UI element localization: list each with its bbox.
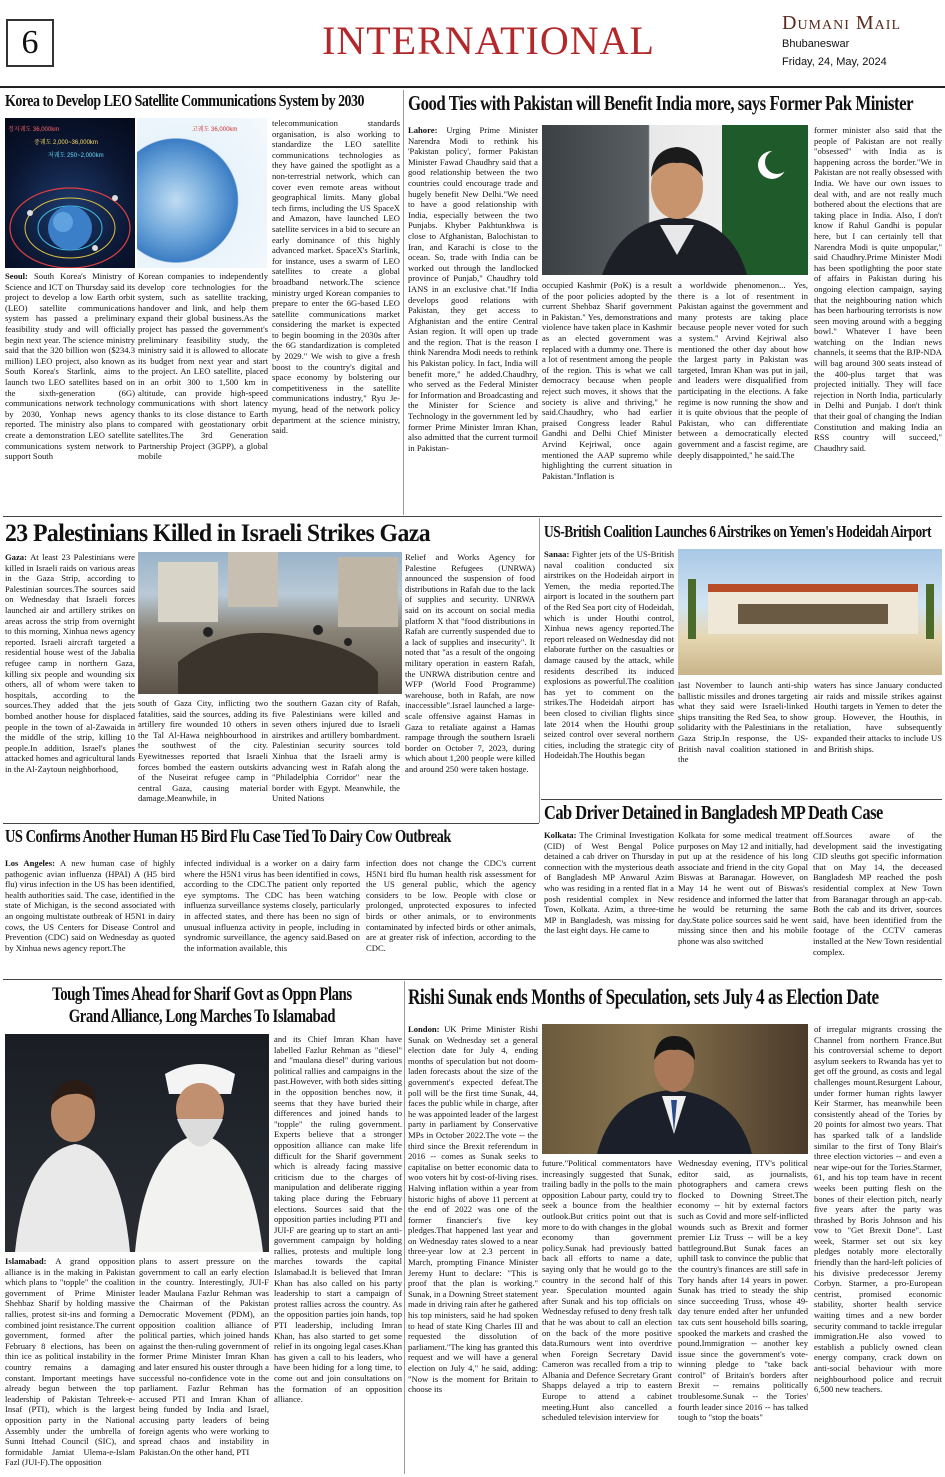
orbit-label-geo: 정지궤도 36,000km <box>8 127 60 133</box>
column-divider <box>404 981 405 1474</box>
korea-col2: Korean companies to independently develop core technologies for the system, such as satellite tracking, handover and link, and help them expand their global business.As the project has passed the government's preliminary feasibility study, the ministry said it is allowed to allocate its budget from next year and start the project. An LEO satellite, placed in an orbit 300 to 1,500 km in altitude, can provide high-speed communications with short latency thanks to its close distance to Earth compared with geostationary orbit satellites.The 3rd Generation Partnership Project (3GPP), a global mobile <box>138 271 268 462</box>
column-divider <box>539 518 540 823</box>
cab-col3: off.Sources aware of the development said the investigating CID sleuths got specific information that on May 14, the deceased Bangladesh MP reached the posh residential complex at New Town from Baranagar through an app-cab. Both the cab and its driver, sources said, have been identified from the footage of the CCTV cameras installed at the New Town residential complex. <box>813 830 942 957</box>
gaza-col4: Relief and Works Agency for Palestine Refugees (UNRWA) announced the suspension of food distributions in Rafah due to the lack of supplies and security. UNRWA said on its account on social media platform X that "food distributions in Rafah are currently suspended due to a lack of supplies and insecurity". It noted that "as a result of the ongoing military operation in eastern Rafah, the UNRWA distribution centre and WFP (World Food Programme) warehouse, both in Rafah, are now inaccessible".Israel launched a large-scale offensive against Hamas in Gaza to retaliate against a Hamas rampage through the southern Israeli border on October 7, 2023, during which about 1,200 people were killed and around 250 were taken hostage. <box>405 552 535 774</box>
column-divider <box>403 90 404 515</box>
section-rule <box>3 823 539 824</box>
orbit-label-meo: 중궤도 2,000~36,000km <box>34 140 98 146</box>
paper-city: Bhubaneswar <box>782 38 850 50</box>
yemen-col3: waters has since January conducted air raids and missile strikes against Houthi targets in Yemen to deter the group. However, the Houthis, in retaliation, have subsequently expanded their attacks to include US and British ships. <box>814 680 942 754</box>
section-rule <box>541 799 942 800</box>
pakistan-headline: Good Ties with Pakistan will Benefit India more, says Former Pak Minister <box>408 91 914 115</box>
hodeidah-airport-photo <box>678 549 942 675</box>
yemen-col1: Sanaa: Fighter jets of the US-British naval coalition conducted six airstrikes on the Hodeidah airport in Yemen, the media reported.The airport is located in the southern part of the Red Sea port city of Hodeidah, which is under Houthi control, Xinhua news agency reported.The report released on Wednesday did not elaborate further on the casualties or damage caused by the attack, while residents described its induced explosions as powerful.The coalition has yet to comment on the strikes.The Hodeidah airport has been closed to civilian flights since late 2014 when the Houthi group seized control over several northern cities, including the strategic city of Hodeidah.The Houthis began <box>544 549 674 761</box>
section-rule <box>3 979 942 980</box>
orbit-label-heo: 고궤도 36,000km <box>192 127 238 133</box>
masthead-rule <box>0 86 945 88</box>
gaza-col1: Gaza: At least 23 Palestinians were killed in Israeli raids on various areas in the Gaza Strip, according to Palestinian sources.The sources said on Wednesday that Israeli forces launched air and artillery strikes on areas across the strip from overnight to this morning, Xinhua news agency reported. Israeli aircraft targeted a residential house west of the Jabalia refugee camp in northern Gaza, killing six people and wounding six others, all of whom were taken to hospitals, according to the sources.They added that the jets bombed another house for displaced people in the town of al-Zawaida in the middle of the strip, killing 10 people.In addition, Israel's planes attacked homes and agricultural lands in the Al-Zaytoun neighborhood, <box>5 552 135 774</box>
yemen-col2: last November to launch anti-ship ballistic missiles and drones targeting what they said were Israeli-linked ships transiting the Red Sea, to show solidarity with the Palestinians in the Gaza Strip.In response, the US-British naval coalition stationed in the <box>678 680 808 765</box>
birdflu-col3: infection does not change the CDC's current H5N1 bird flu human health risk assessment for the US general public, which the agency considers to be low. People with close or prolonged, unprotected exposures to infected birds or other animals, or to environments contaminated by infected birds or other animals, are at greater risk of infection, according to the CDC. <box>366 858 536 953</box>
korea-col3: telecommunication standards organisation, is also working to standardize the LEO satellite communications technologies as they have gained the spotlight as a non-terrestrial network, which can cover even remote areas without geographical limits. Many global tech firms, including the US SpaceX and Amazon, have launched LEO satellite services in a bid to secure an early dominance of this highly advanced market. SpaceX's Starlink, for instance, uses a swarm of LEO satellites to create a global broadband network.The science ministry urged Korean companies to prepare to enter the 6G-based LEO satellite communications market considering the market is expected to begin booming in the 2030s after the 6G standardization is completed by 2029." We wish to give a fresh boost to the country's digital and space economy by bolstering our competitiveness in the satellite communications industry," Ryu Je-myung, head of the network policy department at the science ministry, said. <box>272 118 400 436</box>
section-rule <box>3 516 942 517</box>
sharif-col3: and its Chief Imran Khan have labelled Fazlur Rehman as "diesel" and "maulana diesel" during various political rallies and campaigns in the past.However, with both sides sitting in the opposition benches now, it seems that they have buried their differences and joined hands to "topple" the ruling government. Experts believe that a stronger opposition alliance can make life difficult for the Sharif government which is already facing massive criticism due to the charges of manipulation and deliberate rigging taking place during the February elections. Sources said that the opposition parties including PTI and JUI-F are gearing up to start an anti-government campaign by holding rallies, protests and multiple long marches towards the capital Islamabad.It is believed that Imran Khan has also called on his party leadership to start a campaign of protest rallies across the country. As the opposition parties join hands, top PTI leadership, including Imran Khan, has also started to get some relief in its ongoing legal cases.Khan has given a call to his leaders, who have been hiding for a long time, to come out and join consultations on the formation of an opposition alliance. <box>274 1034 402 1405</box>
cab-col2: Kolkata for some medical treatment purposes on May 12 and initially, had put up at the residence of his long associate and friend in the city Gopal Biswas at Baranagar. However, on May 14 he went out of Biswas's residence and informed the latter that he would be returning the same day.State police sources said he went missing since then and his mobile phone was also switched <box>678 830 808 946</box>
sharif-headline-line2: Grand Alliance, Long Marches To Islamabad <box>68 1006 336 1027</box>
paper-name: Dumani Mail <box>782 12 901 34</box>
sharif-col1: Islamabad: A grand opposition alliance is in the making in Pakistan which plans to "topple" the coalition government of Prime Minister Shehbaz Sharif by holding massive rallies, protest sit-ins and forming a combined joint resistance.The current government, formed after the February 8 elections, has been on thin ice as political instability in the country remains a damaging constant. Important meetings have already begun between the top leadership of Pakistan Tehreek-e-Insaf (PTI), which is the largest opposition party in the National Assembly under the umbrella of Sunni Ittehad Council (SIC), and formidable Jamiat Ulema-e-Islam Fazl (JUI-F).The opposition <box>5 1256 135 1468</box>
gaza-airstrike-photo <box>138 552 402 694</box>
gaza-col3: the southern Gazan city of Rafah, five Palestinians were killed and seven others injured due to Israeli airstrikes and artillery bombardment. Palestinian security sources told Xinhua that the Israeli army is advancing west in Rafah along the "Philadelphia Corridor" near the border with Egypt. Meanwhile, the United Nations <box>272 698 400 804</box>
orbit-label-leo: 저궤도 250~2,000km <box>48 153 104 159</box>
korea-col1: Seoul: South Korea's Ministry of Science and ICT on Thursday said its project to develop a low Earth orbit (LEO) satellite communications system has passed a preliminary feasibility study and will officially begin next year. The science ministry said that the 320 billion won ($234.3 million) LEO project, also known as South Korea's Starlink, aims to launch two LEO satellites based on the sixth-generation (6G) communications network technology by 2030, Yonhap news agency reported. The ministry also plans to create a demonstration LEO satellite communications system network to support South <box>5 271 135 462</box>
korea-headline: Korea to Develop LEO Satellite Communications System by 2030 <box>5 91 364 110</box>
sunak-headline: Rishi Sunak ends Months of Speculation, sets July 4 as Election Date <box>408 984 879 1009</box>
page-number: 6 <box>6 19 54 67</box>
pakistan-col2: occupied Kashmir (PoK) is a result of the poor policies adopted by the current Shehbaz Sharif government in Pakistan." Yes, demonstrations and violence have taken place in Kashmir as an elected government was replaced with a dummy one. There is a lot of resentment among the people of the region. This is what we call democracy because when people reject such moves, it shows that the society is alive and thriving," he said.Chaudhry, who had earlier praised Congress leader Rahul Gandhi and Delhi Chief Minister Arvind Kejriwal, once again mentioned the AAP supremo while highlighting the current situation in Pakistan."Inflation is <box>542 280 672 481</box>
pakistan-col1: Lahore: Urging Prime Minister Narendra Modi to rethink his 'Pakistan policy', former Pakistan Minister Fawad Chaudhry said that a good relationship between the two countries could encourage trade and hugely benefit New Delhi."We need to have a good relationship with India, especially between the two Punjabs. Khyber Pakhtunkhwa is close to Afghanistan, Balochistan to Iran, and Karachi is close to the ocean. So, trade with India can be worked out through the landlocked province of Punjab," Chaudhry told IANS in an exclusive chat."If India develops good relations with Pakistan, they get access to Afghanistan and the entire Central Asian region. It will open up trade and the region. That is the reason I think Narendra Modi needs to rethink his Pakistan policy. In fact, India will benefit more," he added.Chaudhry, who served as the Federal Minister for Information and Broadcasting and the Minister for Science and Technology in the government led by former Prime Minister Imran Khan, also admitted that the current turmoil in Pakistan- <box>408 125 538 453</box>
sharif-leaders-photo <box>5 1034 269 1252</box>
yemen-headline: US-British Coalition Launches 6 Airstrikes on Yemen's Hodeidah Airport <box>544 522 932 541</box>
korea-satellite-image <box>137 118 267 268</box>
cab-headline: Cab Driver Detained in Bangladesh MP Death Case <box>544 802 883 824</box>
cab-col1: Kolkata: The Criminal Investigation (CID) of West Bengal Police detained a cab driver on Thursday in connection with the mysterious death of Bangladesh MP Anwarul Azim who was residing in a rented flat in a posh residential complex in New Town, Kolkata. Azim, a three-time MP in Bangladesh, was missing for the last eight days. He came to <box>544 830 674 936</box>
sunak-col2: future."Political commentators have increasingly suggested that Sunak, trailing badly in the polls to the main opposition Labour party, could try to seek a bounce from the healthier outlook.But critics point out that is more to do with changes in the global economy than government policy.Sunak had previously batted back all efforts to name a date, saying only that he would go to the country in the second half of this year. Speculation mounted again after Sunak and his top officials on Wednesday refused to deny fresh talk that he was about to call an election on the back of the more positive data.Rumours went into overdrive when Foreign Secretary David Cameron was recalled from a trip to Albania and Defence Secretary Grant Shapps delayed a trip to eastern Europe to attend a cabinet meeting.Hunt also cancelled a scheduled television interview for <box>542 1158 672 1423</box>
pakistan-minister-photo <box>542 125 808 275</box>
sunak-col1: London: UK Prime Minister Rishi Sunak on Wednesday set a general election date for July 4, ending months of speculation but not doom-laden forecasts about the size of the government's expected defeat.The poll will be the first time Sunak, 44, faces the public while in charge, after he was appointed leader of the largest party in parliament by Conservative MPs in October 2022.The vote -- the third since the Brexit referendum in 2016 -- comes as Sunak seeks to capitalise on better economic data to woo voters hit by cost-of-living rises. Halving inflation within a year from historic highs of above 11 percent at the end of 2022 was one of the former financier's five key pledges.That happened last year and on Wednesday rates slowed to a near three-year low at 2.3 percent in March, prompting Finance Minister Jeremy Hunt to declare: "This is proof that the plan is working." Sunak, in a Downing Street statement made in driving rain after he gathered his top ministers, said he had spoken to head of state King Charles III and requested the dissolution of parliament."The king has granted this request and we will have a general election on July 4," he said, adding: "Now is the moment for Britain to choose its <box>408 1024 538 1395</box>
sharif-headline-line1: Tough Times Ahead for Sharif Govt as Oppn Plans <box>52 984 352 1005</box>
sharif-col2: plans to assert pressure on the government to call an early election in the country. Interestingly, JUI-F leader Maulana Fazlur Rehman was the Chairman of the Pakistan Democratic Movement (PDM), an opposition coalition alliance of political parties, which joined hands against the then-ruling government of former Prime Minister Imran Khan and later ensured his ouster through a successful no-confidence vote in the parliament. Fazlur Rehman has accused PTI and Imran Khan of being funded by India and Israel, accusing party leaders of being foreign agents who were working to spread chaos and instability in Pakistan.On the other hand, PTI <box>139 1256 269 1457</box>
pakistan-col3: a worldwide phenomenon... Yes, there is a lot of resentment in Pakistan against the government and many protests are taking place because people never voted for such a system." Arvind Kejriwal also mentioned the other day about how the largest party in Pakistan was targeted, Imran Khan was put in jail, and leaders were disqualified from participating in the elections. A fake regime is now running the show and it is quite obvious that the people of Pakistan, who can differentiate between a democratically elected government and a fascist regime, are deeply disappointed," he said.The <box>678 280 808 460</box>
gaza-col2: south of Gaza City, inflicting two fatalities, said the sources, adding its artillery fire wounded 10 others in the Tal Al-Hawa neighbourhood in the southwest of the city. Eyewitnesses reported that Israeli forces bombed the eastern outskirts of the Nuseirat refugee camp in central Gaza, causing material damage.Meanwhile, in <box>138 698 268 804</box>
sunak-photo <box>542 1024 808 1154</box>
pakistan-col4: former minister also said that the people of Pakistan are not really "obsessed" with India as is happening across the border."We in Pakistan are not really obsessed with India. We have our own issues to deal with, and are not really much bothered about the elections that are taking place in India. Also, I don't know if Rahul Gandhi is popular here, but I can certainly tell that Narendra Modi is quite unpopular," said Chaudhry.Prime Minister Modi has been spotlighting the poor state of affairs in Pakistan during his ongoing election campaign, saying that the neighbouring nation which has been harbouring terrorists is now seen moving around with a begging bowl." Whatever I have been watching on the Indian news channels, it seems that the BJP-NDA will bag around 300 seats instead of the 400-plus target that was projected initially. They will face rejection in North India, particularly in Delhi and Punjab. I don't think that their goal of changing the Indian Constitution and making India an RSS country will succeed," Chaudhry said. <box>814 125 942 453</box>
sunak-col3: Wednesday evening, ITV's political editor said, as journalists, photographers and camera crews flocked to Downing Street.The economy -- hit by external factors such as Covid and more self-inflicted wounds such as Brexit and former premier Liz Truss -- will be a key battleground.But Sunak faces an uphill task to convince the public that the country's finances are still safe in Tory hands after 14 years in power. Sunak has tried to steady the ship since succeeding Truss, whose 49-day tenure ended after her unfunded tax cuts sent household bills soaring, spooked the markets and crashed the pound.Immigration -- another key issue since the government's vote-winning pledge to "take back control" of Britain's borders after Brexit -- remains politically troublesome.Sunak -- the Tories' fourth leader since 2016 -- has talked tough to "stop the boats" <box>678 1158 808 1423</box>
issue-date: Friday, 24, May, 2024 <box>782 56 887 68</box>
birdflu-col1: Los Angeles: A new human case of highly pathogenic avian influenza (HPAI) A (H5 bird flu) virus infection in the US has been identified, health authorities said. The case, identified in the state of Michigan, is the second associated with an ongoing multistate outbreak of H5N1 in dairy cows, the US Centers for Disease Control and Prevention (CDC) said on Wednesday as quoted by Xinhua news agency report.The <box>5 858 175 953</box>
section-title: INTERNATIONAL <box>322 18 655 63</box>
birdflu-col2: infected individual is a worker on a dairy farm where the H5N1 virus has been identified in cows, according to the CDC.The patient only reported eye symptoms. The CDC has been watching influenza surveillance systems closely, particularly in affected states, and there has been no sign of unusual influenza activity in people, including in syndromic surveillance, the agency said.Based on the information available, this <box>184 858 360 953</box>
birdflu-headline: US Confirms Another Human H5 Bird Flu Case Tied To Dairy Cow Outbreak <box>5 826 451 846</box>
gaza-headline: 23 Palestinians Killed in Israeli Strikes Gaza <box>5 520 431 547</box>
sunak-col4: of irregular migrants crossing the Channel from northern France.But his controversial scheme to deport asylum seekers to Rwanda has yet to get off the ground, as costs and legal challenges mount.Resurgent Labour, under former human rights lawyer Keir Starmer, has meanwhile been consistently ahead of the Tories by 20 points for almost two years. That has sparked talk of a landslide similar to the first of Tony Blair's three election victories -- and even a near wipe-out for the Tories.Starmer, 61, and his top team have in recent weeks been putting flesh on the bones of their election pitch, nearly five years after the party was thrashed by Boris Johnson and his vow to "Get Brexit Done". Last week, Starmer set out six key pledges notably more electorally friendly than the hard-left policies of his divisive predecessor Jeremy Corbyn. Starmer, a pro-European centrist, promised economic stability, shorter health service waiting times and a new border security command to tackle irregular immigration.He also vowed to establish a publicly owned clean energy company, crack down on anti-social behaviour with more neighbourhood police and recruit 6,500 new teachers. <box>814 1024 942 1395</box>
